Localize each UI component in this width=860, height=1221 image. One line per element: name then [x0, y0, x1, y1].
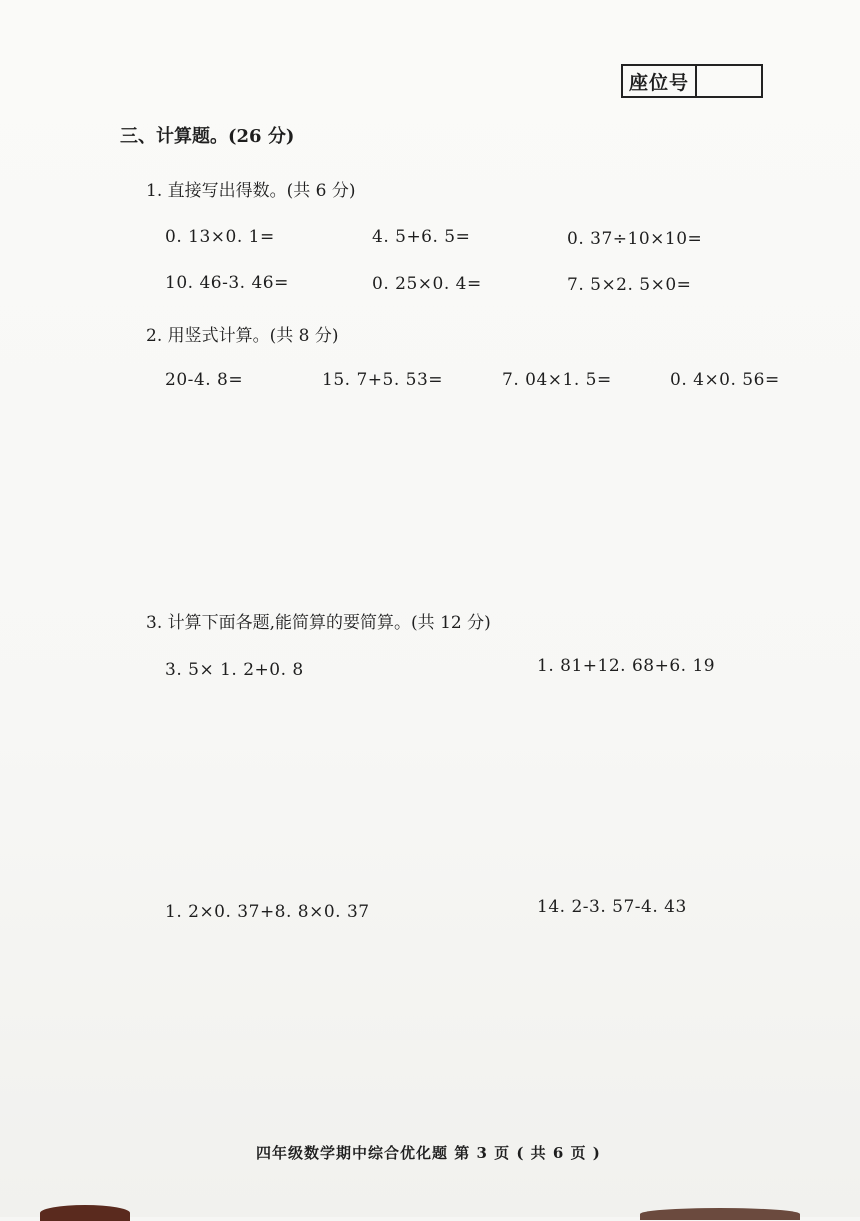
q1-item: 4. 5+6. 5= [372, 227, 471, 247]
edge-shadow-left [40, 1205, 130, 1221]
q1-item: 7. 5×2. 5×0= [567, 275, 692, 295]
edge-shadow-right [640, 1208, 800, 1220]
q2-item: 15. 7+5. 53= [322, 370, 443, 390]
question-1-title: 1. 直接写出得数。(共 6 分) [146, 181, 356, 201]
q3-item: 3. 5× 1. 2+0. 8 [165, 660, 304, 680]
q3-item: 14. 2-3. 57-4. 43 [537, 897, 687, 917]
seat-number-blank[interactable] [697, 66, 761, 96]
q3-item: 1. 81+12. 68+6. 19 [537, 656, 716, 676]
q2-item: 20-4. 8= [165, 370, 244, 390]
q1-item: 10. 46-3. 46= [165, 273, 289, 293]
q2-item: 7. 04×1. 5= [502, 370, 612, 390]
q2-item: 0. 4×0. 56= [670, 370, 780, 390]
q1-item: 0. 37÷10×10= [567, 229, 703, 249]
q1-item: 0. 25×0. 4= [372, 274, 482, 294]
page-footer: 四年级数学期中综合优化题 第 3 页 ( 共 6 页 ) [256, 1144, 601, 1162]
q3-item: 1. 2×0. 37+8. 8×0. 37 [165, 902, 370, 922]
q1-item: 0. 13×0. 1= [165, 227, 275, 247]
seat-number-label: 座位号 [623, 66, 697, 96]
seat-number-box [621, 64, 763, 98]
question-2-title: 2. 用竖式计算。(共 8 分) [146, 326, 339, 346]
section-title: 三、计算题。(26 分) [120, 126, 295, 147]
question-3-title: 3. 计算下面各题,能简算的要简算。(共 12 分) [146, 613, 491, 633]
